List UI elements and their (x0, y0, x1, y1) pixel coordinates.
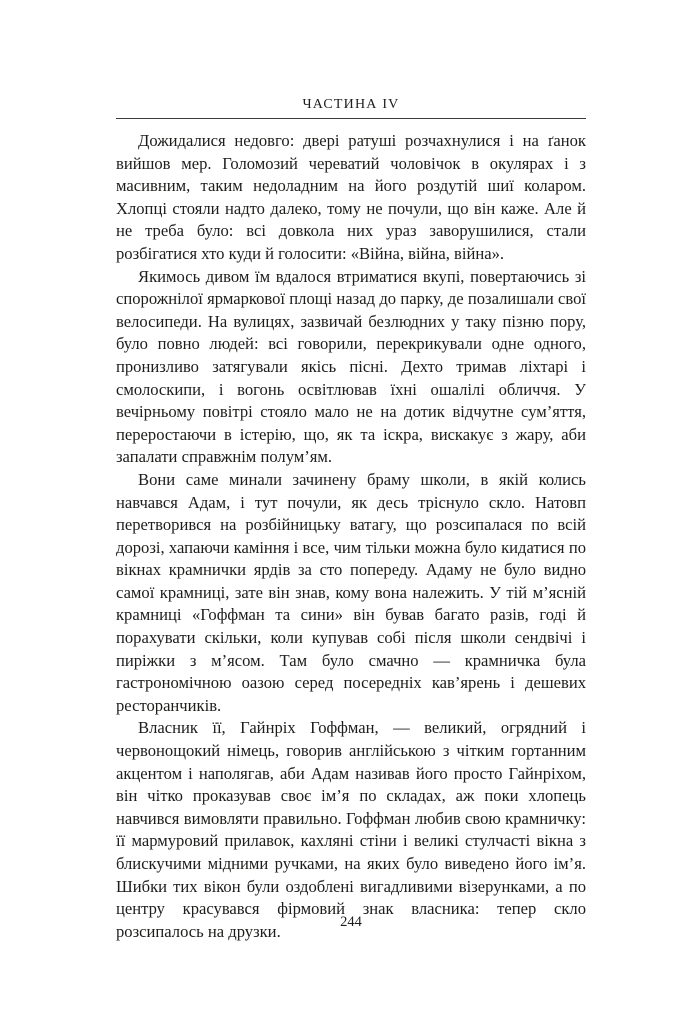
running-header: ЧАСТИНА IV (302, 97, 400, 112)
page-number: 244 (340, 914, 362, 930)
paragraph-4: Власник її, Гайнріх Гоффман, — великий, огрядний і червонощокий німець, говорив англійською з чітким гортанним акцентом і наполягав, аби Адам називав його просто Гайнріхом, він чітко проказував своє ім’я по складах, аж поки хлопець навчився вимовляти правильно. Гоффман любив свою крамничку: її мармуровий прилавок, кахляні стіни і великі стулчасті вікна з блискучими мідними ручками, на яких було виведено його ім’я. Шибки тих вікон були оздоблені вигадливими візерунками, а по центру красувався фірмовий знак власника: тепер скло розсипалось на друзки. (116, 718, 586, 941)
header-divider (116, 118, 586, 119)
paragraph-2: Якимось дивом їм вдалося втриматися вкупі, повертаючись зі спорожнілої ярмаркової площі назад до парку, де позалишали свої велосипеди. На вулицях, зазвичай безлюдних у таку пізню пору, було повно людей: всі говорили, перекрикували одне одного, пронизливо затягували якісь пісні. Дехто тримав ліхтарі і смолоскипи, і вогонь освітлював їхні ошалілі обличчя. У вечірньому повітрі стояло мало не на дотик відчутне сум’яття, переростаючи в істерію, що, як та іскра, вискакує з жару, аби запалати справжнім полум’ям. (116, 266, 586, 467)
paragraph-3: Вони саме минали зачинену браму школи, в якій колись навчався Адам, і тут почули, як десь тріснуло скло. Натовп перетворився на розбійницьку ватагу, що розсипалася по всій дорозі, хапаючи каміння і все, чим тільки можна було кидатися по вікнах крамнички ярдів за сто попереду. Адаму не було видно самої крамниці, зате він знав, кому вона належить. У тій м’ясній крамниці «Гоффман та сини» він бував багато разів, годі й порахувати скільки, коли купував собі після школи сендвічі і пиріжки з м’ясом. Там було смачно — крамничка була гастрономічною оазою серед посередніх кав’ярень і дешевих ресторанчиків. (116, 469, 586, 715)
body-text (116, 130, 586, 943)
paragraph-1: Дожидалися недовго: двері ратуші розчахнулися і на ґанок вийшов мер. Голомозий череватий чоловічок в окулярах і з масивним, таким недоладним на його роздутій шиї коларом. Хлопці стояли надто далеко, тому не почули, що він каже. Але й не треба було: всі довкола них ураз заворушилися, стали розбігатися хто куди й голосити: «Війна, війна, війна». (116, 131, 586, 263)
